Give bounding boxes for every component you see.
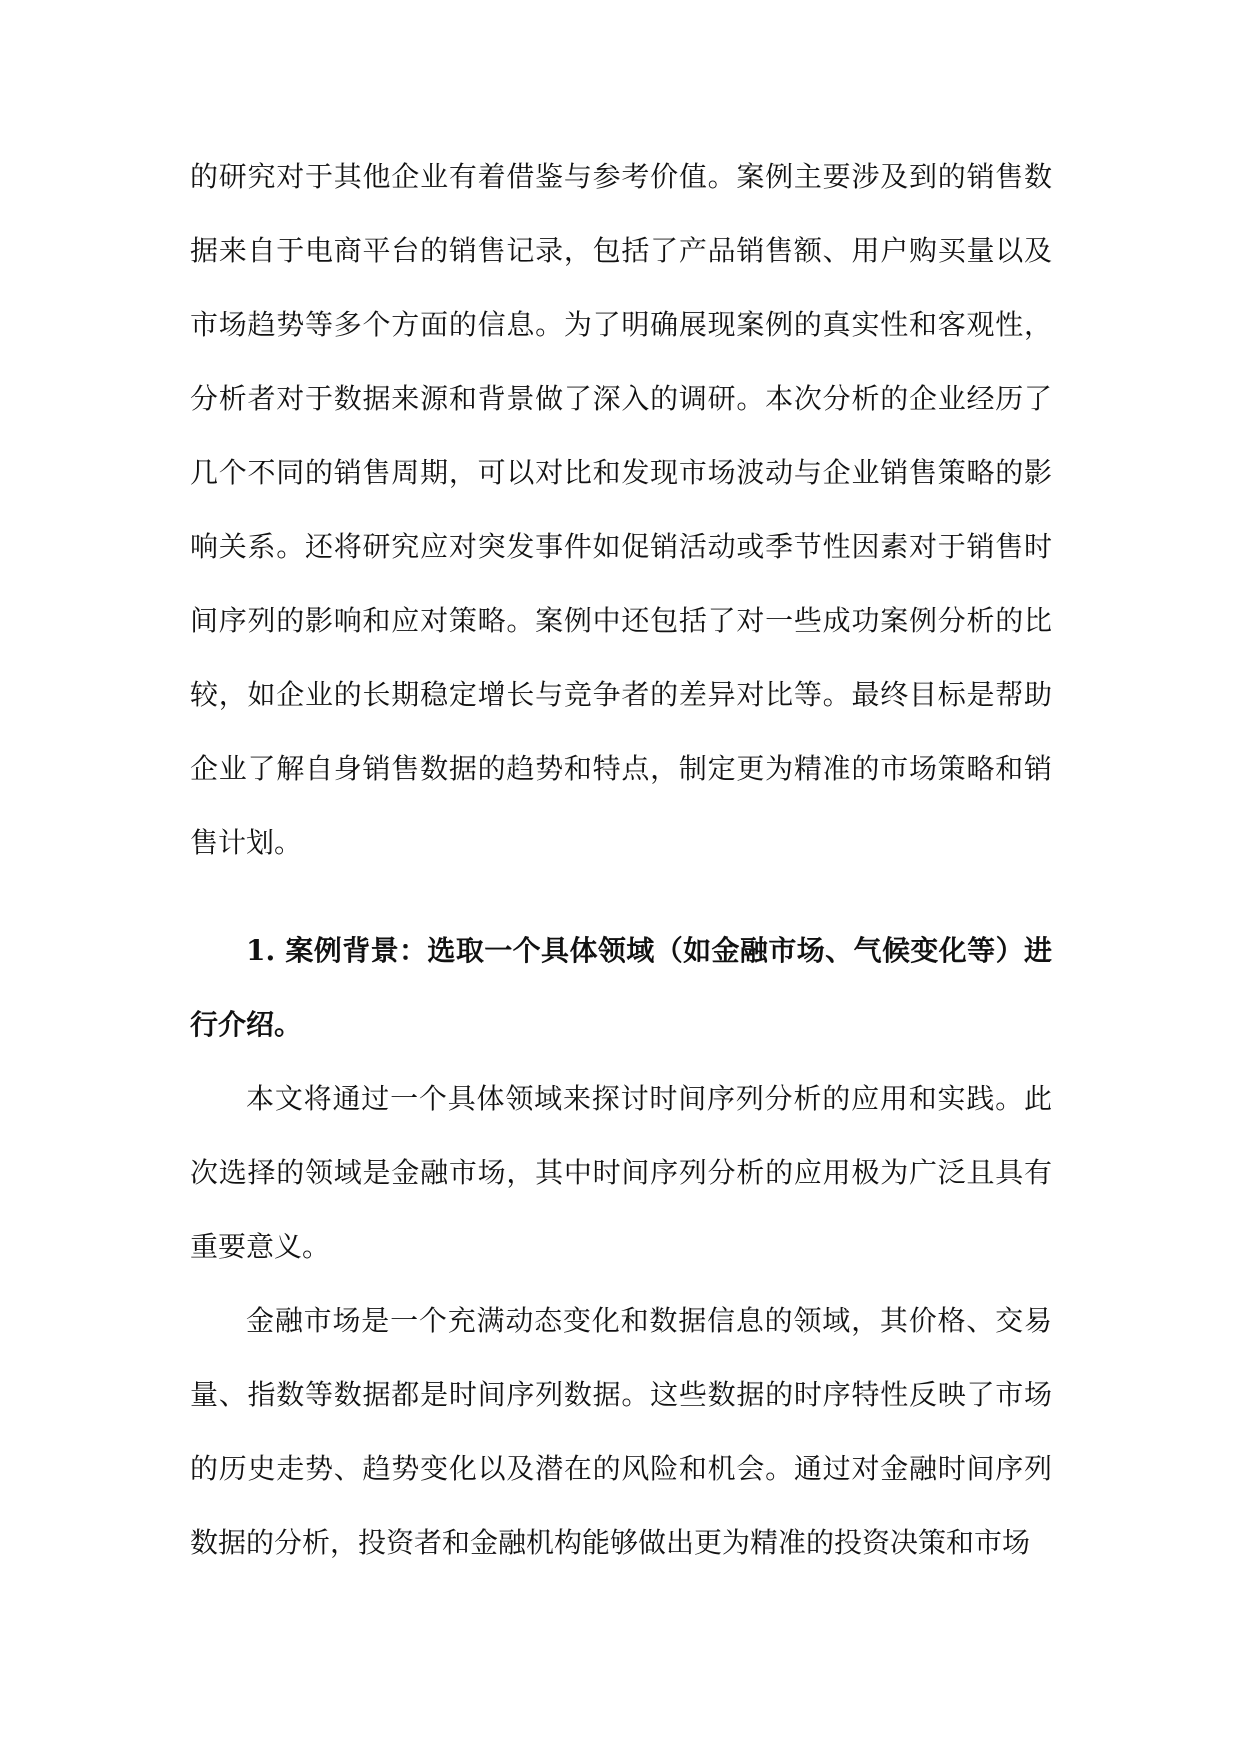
paragraph-finance-market: 金融市场是一个充满动态变化和数据信息的领域，其价格、交易量、指数等数据都是时间序列数据。这些数据的时序特性反映了市场的历史走势、趋势变化以及潜在的风险和机会。通过对金融时间序列数据的分析，投资者和金融机构能够做出更为精准的投资决策和市场 [190,1304,1052,1559]
section-heading: 1. 案例背景：选取一个具体领域（如金融市场、气候变化等）进行介绍。 [190,934,1052,1041]
paragraph-intro-continuation: 的研究对于其他企业有着借鉴与参考价值。案例主要涉及到的销售数据来自于电商平台的销售记录，包括了产品销售额、用户购买量以及市场趋势等多个方面的信息。为了明确展现案例的真实性和客观性，分析者对于数据来源和背景做了深入的调研。本次分析的企业经历了几个不同的销售周期，可以对比和发现市场波动与企业销售策略的影响关系。还将研究应对突发事件如促销活动或季节性因素对于销售时间序列的影响和应对策略。案例中还包括了对一些成功案例分析的比较，如企业的长期稳定增长与竞争者的差异对比等。最终目标是帮助企业了解自身销售数据的趋势和特点，制定更为精准的市场策略和销售计划。 [190,160,1052,859]
paragraph-section-intro: 本文将通过一个具体领域来探讨时间序列分析的应用和实践。此次选择的领域是金融市场，其中时间序列分析的应用极为广泛且具有重要意义。 [190,1082,1052,1263]
document-body [190,140,1052,1580]
